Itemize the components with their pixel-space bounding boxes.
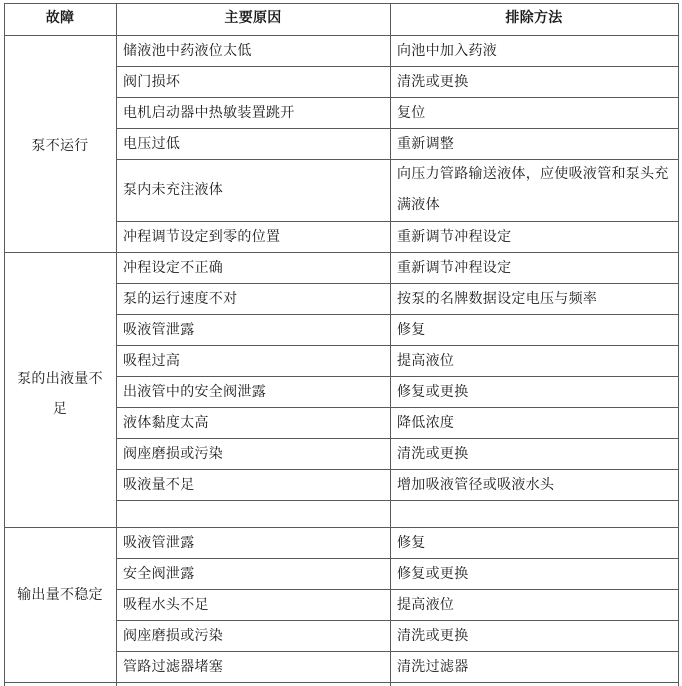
remedy-cell: 提高液位: [397, 597, 455, 613]
cause-cell: 阀门损坏: [123, 74, 181, 90]
remedy-cell: 清洗或更换: [397, 74, 469, 90]
remedy-cell: 向池中加入药液: [397, 43, 498, 59]
group-divider: [4, 252, 117, 253]
table-top-border: [4, 3, 679, 4]
row-divider: [116, 469, 679, 470]
row-divider: [116, 376, 679, 377]
cause-cell: 液体黏度太高: [123, 415, 209, 431]
cause-cell: 吸程水头不足: [123, 597, 209, 613]
cause-cell: 电机启动器中热敏装置跳开: [123, 105, 295, 121]
remedy-cell: 修复: [397, 535, 426, 551]
remedy-cell: 清洗或更换: [397, 446, 469, 462]
row-divider: [116, 438, 679, 439]
header-cause: 主要原因: [224, 10, 282, 26]
cause-cell: 吸液量不足: [123, 477, 195, 493]
row-divider: [116, 500, 679, 501]
row-divider: [116, 345, 679, 346]
remedy-cell: 重新调节冲程设定: [397, 229, 512, 245]
cause-cell: 储液池中药液位太低: [123, 43, 252, 59]
cause-cell: 吸液管泄露: [123, 535, 195, 551]
cause-cell: 电压过低: [123, 136, 181, 152]
row-divider: [116, 558, 679, 559]
row-divider: [116, 283, 679, 284]
row-divider: [116, 314, 679, 315]
remedy-cell: 降低浓度: [397, 415, 455, 431]
cause-cell: 管路过滤器堵塞: [123, 659, 224, 675]
row-divider: [116, 221, 679, 222]
row-divider: [116, 97, 679, 98]
row-divider: [116, 66, 679, 67]
remedy-cell: 清洗或更换: [397, 628, 469, 644]
header-fault: 故障: [45, 10, 75, 26]
row-divider: [116, 589, 679, 590]
cause-cell: 阀座磨损或污染: [123, 628, 224, 644]
row-divider: [116, 407, 679, 408]
cause-cell: 吸程过高: [123, 353, 181, 369]
header-remedy: 排除方法: [505, 10, 563, 26]
row-divider: [116, 620, 679, 621]
fault-cell: 输出量不稳定: [17, 587, 103, 603]
row-divider: [116, 128, 679, 129]
cause-cell: 安全阀泄露: [123, 566, 195, 582]
row-divider: [116, 527, 679, 528]
fault-cell: 泵不运行: [31, 138, 89, 154]
cause-cell: 冲程设定不正确: [123, 260, 224, 276]
header-divider: [4, 35, 679, 36]
cause-cell: 泵的运行速度不对: [123, 291, 238, 307]
remedy-cell: 复位: [397, 105, 426, 121]
row-divider: [116, 252, 679, 253]
remedy-cell: 重新调整: [397, 136, 455, 152]
row-divider: [116, 651, 679, 652]
remedy-cell: 修复或更换: [397, 566, 469, 582]
remedy-cell: 修复: [397, 322, 426, 338]
group-divider: [4, 682, 117, 683]
cause-cell: 吸液管泄露: [123, 322, 195, 338]
cause-cell: 泵内未充注液体: [123, 182, 224, 198]
cause-cell: 冲程调节设定到零的位置: [123, 229, 281, 245]
fault-cell: 泵的出液量不足: [17, 371, 103, 417]
remedy-cell: 重新调节冲程设定: [397, 260, 512, 276]
remedy-cell: 提高液位: [397, 353, 455, 369]
row-divider: [116, 682, 679, 683]
group-divider: [4, 527, 117, 528]
cause-cell: 阀座磨损或污染: [123, 446, 224, 462]
remedy-cell: 增加吸液管径或吸液水头: [397, 477, 555, 493]
cause-cell: 出液管中的安全阀泄露: [123, 384, 266, 400]
remedy-cell: 清洗过滤器: [397, 659, 469, 675]
remedy-cell: 向压力管路输送液体，应使吸液管和泵头充满液体: [397, 166, 669, 213]
remedy-cell: 按泵的名牌数据设定电压与频率: [397, 291, 598, 307]
remedy-cell: 修复或更换: [397, 384, 469, 400]
